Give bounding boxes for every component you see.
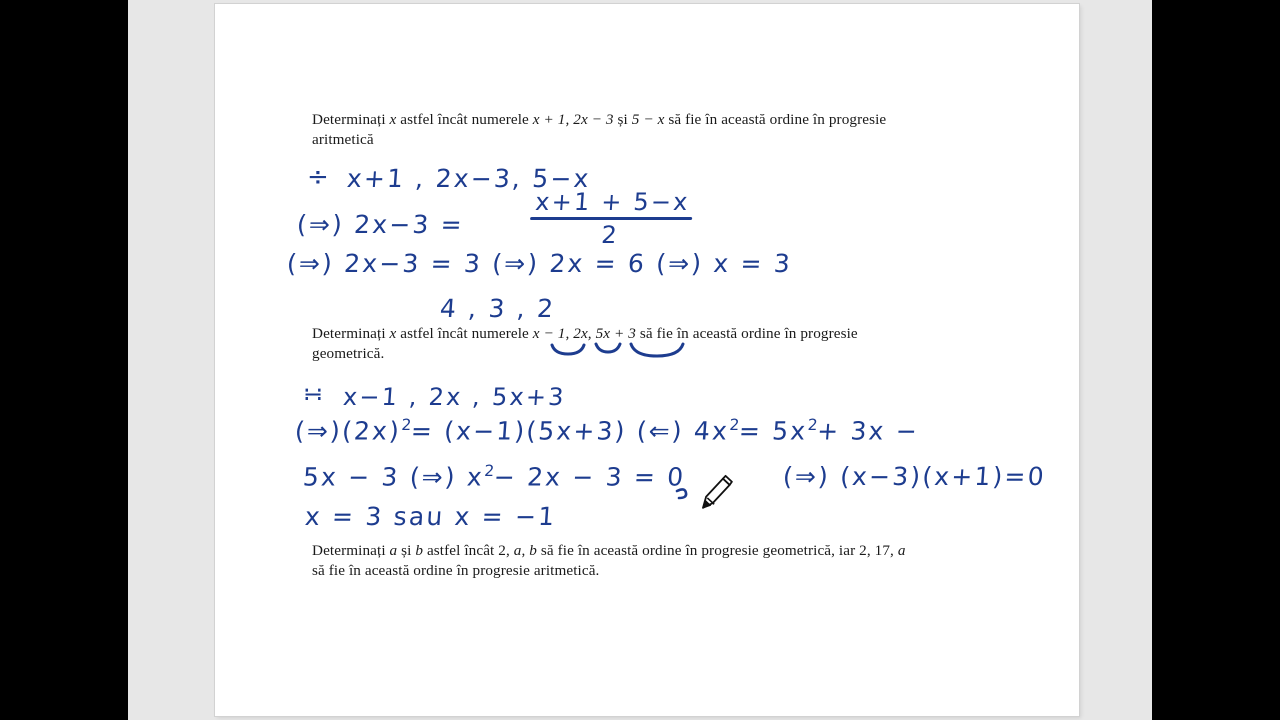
s2-line2-part-d: + 3x − (816, 416, 920, 446)
s2-line2-part-c: = 5x (737, 416, 809, 446)
problem-2-var-x: x (389, 325, 397, 342)
problem-3-line-2: să fie în această ordine în progresie aritmetică. (312, 562, 600, 579)
problem-3-comma: , (521, 542, 530, 559)
problem-1-text-b: astfel încât numerele (396, 111, 533, 128)
problem-1-text-a: Determinați (312, 111, 390, 128)
problem-3-text-c: să fie în această ordine în progresie geometrică, iar 2, 17, (536, 542, 898, 559)
s2-line2-exp-b: 2 (728, 416, 741, 434)
problem-statement-1 (312, 110, 972, 150)
pencil-cursor[interactable] (693, 474, 733, 514)
problem-statement-2 (312, 324, 944, 364)
document-page[interactable] (215, 4, 1079, 716)
s2-line3-part-a: 5x − 3 (⇒) x (301, 462, 486, 492)
problem-1-expr-1: x + 1, 2x − 3 (532, 111, 614, 128)
handwriting-s1-line-3: (⇒) 2x−3 = 3 (⇒) 2x = 6 (⇒) x = 3 (285, 249, 794, 278)
fraction-block (528, 188, 695, 249)
problem-2-expr-1: x − 1, 2x, 5x + 3 (532, 325, 636, 342)
problem-2-text-b: astfel încât numerele (396, 325, 533, 342)
problem-3-text-b: astfel încât 2, (423, 542, 514, 559)
problem-1-var-x: x (389, 111, 397, 128)
handwriting-s1-fraction (528, 190, 695, 251)
proportion-marker-2: ∺ (303, 380, 324, 408)
problem-3-text-si: și (397, 542, 416, 559)
s2-line2-exp-a: 2 (400, 416, 412, 434)
division-marker-1: ÷ (307, 162, 329, 192)
problem-2-text-d: să fie în această ordine în progresie (635, 325, 858, 342)
s2-line3-part-b: − 2x − 3 = 0 (492, 462, 687, 492)
s2-line2-part-a: (⇒)(2x) (293, 416, 403, 446)
handwriting-s1-line-2-lhs: (⇒) 2x−3 = (295, 210, 465, 239)
handwriting-s2-line-2 (294, 416, 920, 445)
handwriting-s1-line-1: x+1 , 2x−3, 5−x (345, 164, 592, 193)
s2-line2-exp-c: 2 (807, 416, 819, 434)
problem-3-var-b: b (415, 542, 424, 559)
s2-line2-part-b: = (x−1)(5x+3) (⇐) 4x (409, 416, 731, 446)
fraction-bar (530, 217, 693, 220)
fraction-denominator: 2 (600, 221, 620, 249)
problem-1-line-2: aritmetică (312, 131, 374, 148)
handwriting-s1-line-4: 4 , 3 , 2 (438, 294, 557, 323)
problem-1-expr-2: 5 − x (631, 111, 665, 128)
handwriting-s2-line-3c: (⇒) (x−3)(x+1)=0 (781, 462, 1047, 491)
s2-line3-exp-a: 2 (483, 462, 495, 480)
handwriting-s2-line-1: x−1 , 2x , 5x+3 (342, 383, 567, 411)
problem-2-line-2: geometrică. (312, 345, 385, 362)
problem-statement-3 (312, 541, 992, 581)
problem-2-text-a: Determinați (312, 325, 390, 342)
problem-3-var-a3: a (897, 542, 906, 559)
problem-3-var-a2: a (513, 542, 522, 559)
problem-1-text-c: și (613, 111, 632, 128)
page-content (215, 4, 1079, 716)
problem-3-text-a: Determinați (312, 542, 390, 559)
handwriting-s2-line-3 (302, 462, 686, 491)
problem-3-var-b2: b (529, 542, 537, 559)
problem-1-text-d: să fie în această ordine în progresie (664, 111, 887, 128)
fraction-numerator: x+1 + 5−x (534, 188, 691, 216)
handwriting-s2-line-4: x = 3 sau x = −1 (303, 502, 558, 531)
problem-3-var-a: a (389, 542, 398, 559)
